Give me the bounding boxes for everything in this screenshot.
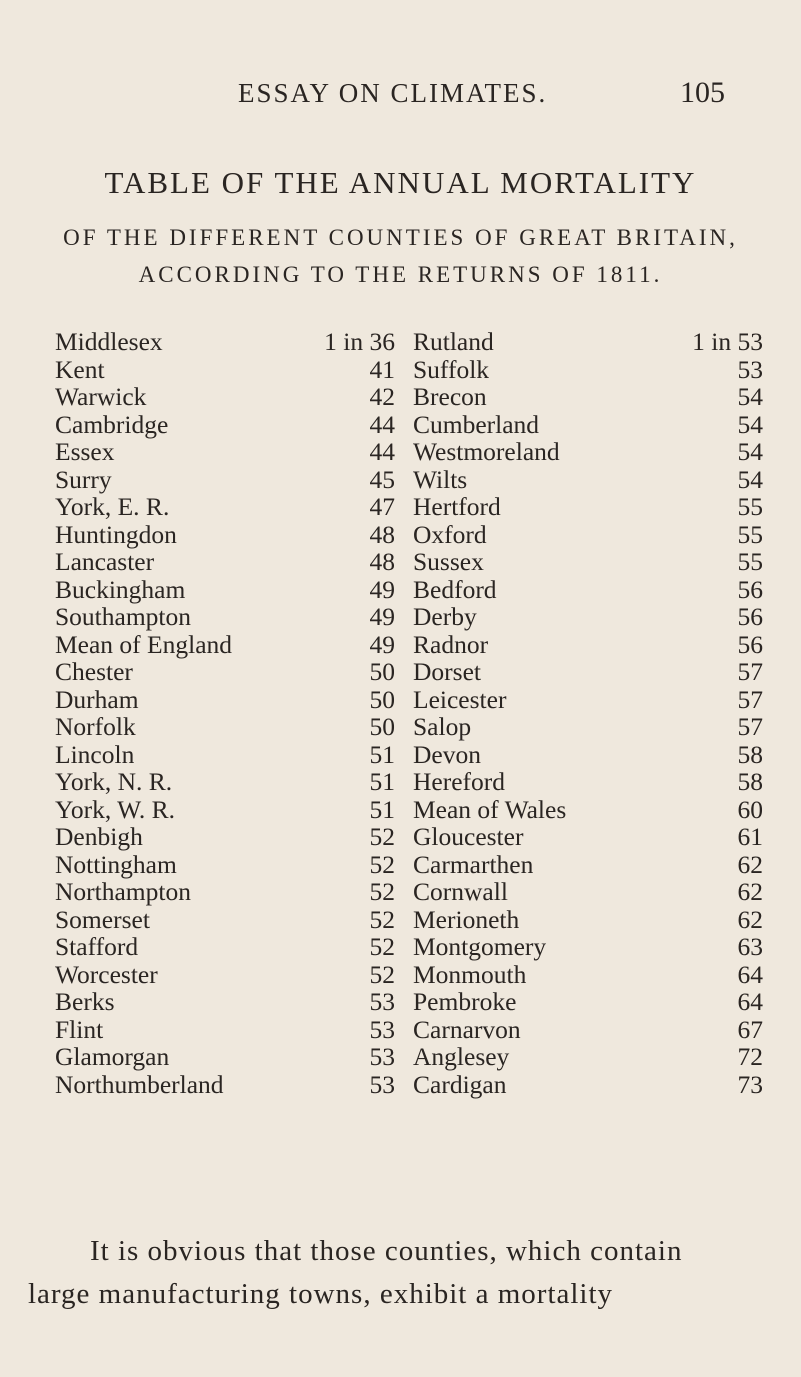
county-name: Denbigh	[55, 822, 143, 851]
county-name: Devon	[413, 739, 481, 769]
table-row	[413, 521, 763, 549]
mortality-rate: 56	[737, 629, 763, 659]
table-row	[413, 548, 763, 576]
table-row	[413, 878, 763, 906]
mortality-rate: 57	[737, 712, 763, 741]
county-name: Leicester	[413, 684, 507, 714]
table-row	[55, 851, 395, 879]
table-title: TABLE OF THE ANNUAL MORTALITY	[104, 165, 697, 200]
mortality-rate: 58	[737, 767, 763, 796]
county-name: Montgomery	[413, 932, 547, 961]
table-row	[55, 768, 395, 796]
county-name: Essex	[55, 437, 115, 466]
table-row	[413, 851, 763, 879]
table-row	[413, 1071, 763, 1099]
table-row	[55, 658, 395, 686]
county-name: Lincoln	[55, 739, 135, 769]
table-row	[55, 466, 395, 494]
county-name: Wilts	[413, 464, 468, 494]
mortality-rate: 49	[369, 574, 395, 604]
mortality-rate: 72	[737, 1042, 763, 1071]
table-row	[413, 988, 763, 1016]
table-row	[413, 356, 763, 384]
mortality-rate: 51	[369, 794, 395, 824]
mortality-rate: 52	[369, 849, 395, 879]
county-name: Cardigan	[413, 1069, 507, 1099]
mortality-rate: 51	[369, 739, 395, 769]
county-name: Mean of England	[55, 629, 233, 659]
mortality-rate: 50	[369, 684, 395, 714]
county-name: Kent	[55, 354, 105, 384]
table-row	[413, 328, 763, 356]
county-name: Warwick	[55, 382, 147, 411]
county-name: Hertford	[413, 492, 501, 521]
table-row	[55, 878, 395, 906]
county-name: Cambridge	[55, 409, 169, 439]
county-name: Buckingham	[55, 574, 186, 604]
county-name: Northampton	[55, 877, 191, 906]
mortality-rate: 63	[737, 932, 763, 961]
table-row	[55, 1071, 395, 1099]
county-name: Dorset	[413, 657, 481, 686]
table-row	[413, 906, 763, 934]
county-name: Surry	[55, 464, 112, 494]
county-name: Westmoreland	[413, 437, 560, 466]
table-row	[55, 521, 395, 549]
table-row	[413, 493, 763, 521]
mortality-rate: 49	[369, 629, 395, 659]
table-row	[55, 961, 395, 989]
mortality-rate: 51	[369, 767, 395, 796]
table-subtitle-line2: ACCORDING TO THE RETURNS OF 1811.	[138, 262, 663, 287]
mortality-rate: 57	[737, 684, 763, 714]
table-row	[413, 603, 763, 631]
table-row	[55, 576, 395, 604]
table-row	[413, 933, 763, 961]
mortality-column-left	[55, 328, 395, 1098]
table-row	[55, 933, 395, 961]
county-name: Lancaster	[55, 547, 155, 576]
mortality-rate: 61	[737, 822, 763, 851]
mortality-rate: 52	[369, 822, 395, 851]
mortality-rate: 52	[369, 932, 395, 961]
mortality-rate: 56	[737, 574, 763, 604]
county-name: Durham	[55, 684, 139, 714]
table-row	[413, 1016, 763, 1044]
mortality-rate: 73	[737, 1069, 763, 1099]
mortality-rate: 56	[737, 602, 763, 631]
table-row	[413, 411, 763, 439]
county-name: Glamorgan	[55, 1042, 170, 1071]
mortality-rate: 53	[737, 354, 763, 384]
county-name: Norfolk	[55, 712, 136, 741]
mortality-rate: 54	[737, 382, 763, 411]
table-row	[413, 466, 763, 494]
county-name: Huntingdon	[55, 519, 177, 549]
body-text-line1: It is obvious that those counties, which contain	[90, 1235, 683, 1267]
county-name: Sussex	[413, 547, 484, 576]
county-name: Gloucester	[413, 822, 524, 851]
mortality-rate: 62	[737, 904, 763, 934]
mortality-rate: 64	[737, 959, 763, 989]
county-name: Carnarvon	[413, 1014, 521, 1044]
table-row	[413, 961, 763, 989]
table-row	[413, 1043, 763, 1071]
mortality-rate: 58	[737, 739, 763, 769]
table-row	[55, 686, 395, 714]
table-row	[413, 438, 763, 466]
table-row	[55, 328, 395, 356]
table-row	[55, 741, 395, 769]
county-name: York, W. R.	[55, 794, 176, 824]
mortality-rate: 47	[369, 492, 395, 521]
mortality-rate: 50	[369, 712, 395, 741]
table-row	[55, 411, 395, 439]
table-row	[55, 548, 395, 576]
running-head	[0, 78, 801, 118]
county-name: York, N. R.	[55, 767, 173, 796]
table-row	[413, 576, 763, 604]
mortality-rate: 55	[737, 492, 763, 521]
county-name: Cornwall	[413, 877, 508, 906]
table-row	[55, 906, 395, 934]
mortality-rate: 62	[737, 877, 763, 906]
mortality-rate: 48	[369, 519, 395, 549]
mortality-rate: 54	[737, 437, 763, 466]
county-name: Salop	[413, 712, 472, 741]
county-name: Northumberland	[55, 1069, 224, 1099]
mortality-rate: 52	[369, 959, 395, 989]
county-name: Mean of Wales	[413, 794, 567, 824]
county-name: Berks	[55, 987, 115, 1016]
table-row	[413, 686, 763, 714]
county-name: Derby	[413, 602, 477, 631]
county-name: Bedford	[413, 574, 497, 604]
mortality-rate: 45	[369, 464, 395, 494]
mortality-rate: 1 in 36	[324, 327, 395, 356]
county-name: York, E. R.	[55, 492, 170, 521]
county-name: Southampton	[55, 602, 192, 631]
table-row	[413, 631, 763, 659]
mortality-rate: 55	[737, 547, 763, 576]
mortality-rate: 60	[737, 794, 763, 824]
mortality-rate: 50	[369, 657, 395, 686]
mortality-rate: 48	[369, 547, 395, 576]
county-name: Stafford	[55, 932, 139, 961]
mortality-rate: 53	[369, 1014, 395, 1044]
running-title: ESSAY ON CLIMATES.	[238, 78, 548, 108]
county-name: Worcester	[55, 959, 158, 989]
county-name: Brecon	[413, 382, 487, 411]
table-row	[55, 796, 395, 824]
table-row	[55, 1016, 395, 1044]
mortality-rate: 53	[369, 987, 395, 1016]
county-name: Hereford	[413, 767, 506, 796]
table-row	[55, 356, 395, 384]
county-name: Oxford	[413, 519, 487, 549]
mortality-rate: 49	[369, 602, 395, 631]
table-row	[413, 823, 763, 851]
table-row	[55, 631, 395, 659]
county-name: Cumberland	[413, 409, 540, 439]
county-name: Pembroke	[413, 987, 517, 1016]
county-name: Somerset	[55, 904, 150, 934]
mortality-rate: 62	[737, 849, 763, 879]
table-row	[413, 796, 763, 824]
mortality-rate: 64	[737, 987, 763, 1016]
table-row	[55, 603, 395, 631]
county-name: Radnor	[413, 629, 489, 659]
county-name: Chester	[55, 657, 133, 686]
table-row	[413, 741, 763, 769]
table-row	[55, 438, 395, 466]
table-subtitle-line1: OF THE DIFFERENT COUNTIES OF GREAT BRITAIN,	[63, 225, 738, 250]
table-row	[55, 823, 395, 851]
mortality-rate: 53	[369, 1042, 395, 1071]
table-row	[55, 1043, 395, 1071]
county-name: Rutland	[413, 327, 494, 356]
county-name: Merioneth	[413, 904, 520, 934]
table-row	[413, 658, 763, 686]
table-row	[55, 383, 395, 411]
table-row	[55, 988, 395, 1016]
mortality-rate: 42	[369, 382, 395, 411]
mortality-rate: 41	[369, 354, 395, 384]
mortality-rate: 52	[369, 904, 395, 934]
mortality-column-right	[413, 328, 763, 1098]
table-row	[55, 713, 395, 741]
table-row	[55, 493, 395, 521]
table-row	[413, 768, 763, 796]
table-row	[413, 383, 763, 411]
table-row	[413, 713, 763, 741]
page-number: 105	[680, 76, 725, 109]
mortality-rate: 44	[369, 437, 395, 466]
mortality-rate: 53	[369, 1069, 395, 1099]
mortality-rate: 54	[737, 409, 763, 439]
county-name: Suffolk	[413, 354, 490, 384]
mortality-rate: 54	[737, 464, 763, 494]
mortality-rate: 52	[369, 877, 395, 906]
county-name: Carmarthen	[413, 849, 534, 879]
mortality-rate: 44	[369, 409, 395, 439]
mortality-rate: 55	[737, 519, 763, 549]
mortality-rate: 67	[737, 1014, 763, 1044]
county-name: Monmouth	[413, 959, 527, 989]
county-name: Middlesex	[55, 327, 163, 356]
county-name: Nottingham	[55, 849, 177, 879]
mortality-rate: 1 in 53	[692, 327, 763, 356]
mortality-rate: 57	[737, 657, 763, 686]
body-text-line2: large manufacturing towns, exhibit a mortality	[28, 1278, 614, 1310]
county-name: Anglesey	[413, 1042, 510, 1071]
county-name: Flint	[55, 1014, 104, 1044]
